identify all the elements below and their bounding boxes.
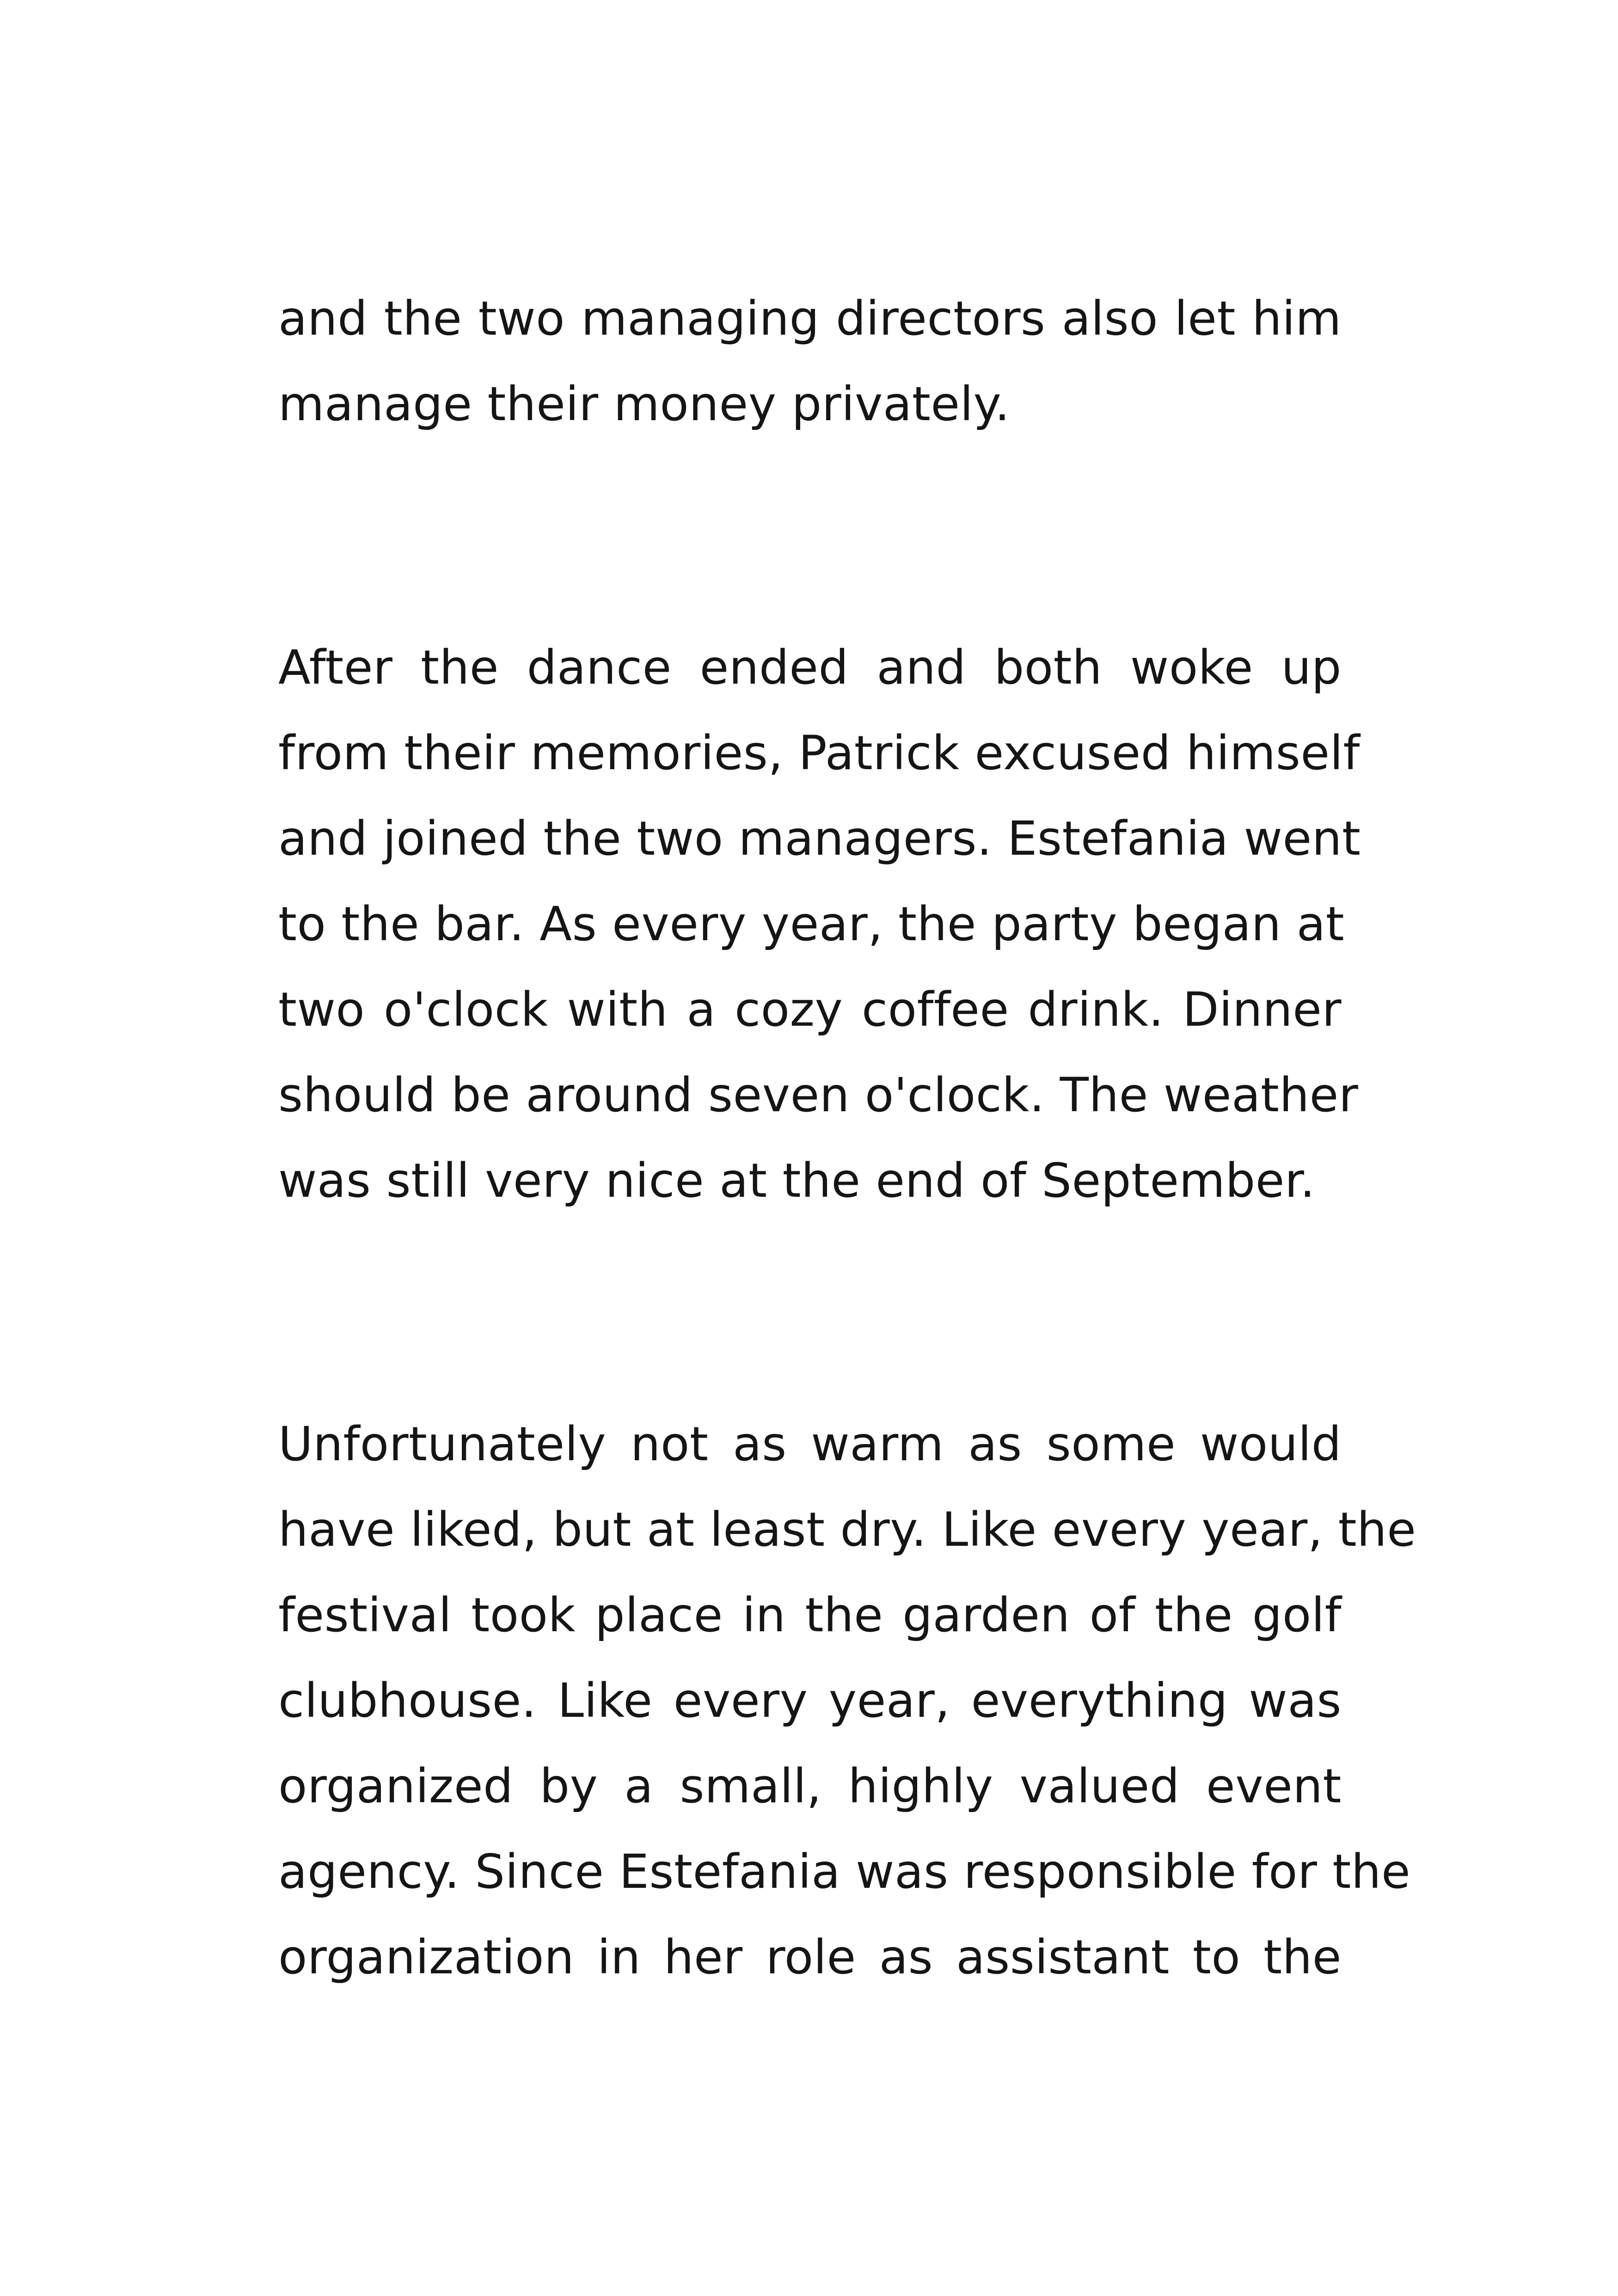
paragraph-3-line-4: clubhouse. Like every year, everything was	[278, 1673, 1342, 1728]
paragraph-1-line-1: and the two managing directors also let him	[278, 291, 1342, 346]
paragraph-2-line-6: should be around seven o'clock. The weather	[278, 1068, 1359, 1123]
paragraph-3-line-1: Unfortunately not as warm as some would	[278, 1417, 1342, 1472]
paragraph-3-line-5: organized by a small, highly valued event	[278, 1759, 1342, 1814]
paragraph-1-line-2: manage their money privately.	[278, 377, 1010, 432]
paragraph-2-line-2: from their memories, Patrick excused himself	[278, 726, 1360, 781]
paragraph-2-line-4: to the bar. As every year, the party began at	[278, 897, 1345, 952]
paragraph-3-line-3: festival took place in the garden of the golf	[278, 1588, 1342, 1643]
paragraph-2-line-5: two o'clock with a cozy coffee drink. Dinner	[278, 982, 1342, 1037]
paragraph-2-line-1: After the dance ended and both woke up	[278, 640, 1342, 695]
paragraph-2-line-7: was still very nice at the end of September.	[278, 1153, 1316, 1208]
paragraph-3-line-6: agency. Since Estefania was responsible for the	[278, 1844, 1411, 1899]
paragraph-3-line-2: have liked, but at least dry. Like every year, the	[278, 1502, 1416, 1557]
paragraph-2-line-3: and joined the two managers. Estefania went	[278, 811, 1361, 866]
paragraph-3-line-7: organization in her role as assistant to the	[278, 1930, 1342, 1985]
